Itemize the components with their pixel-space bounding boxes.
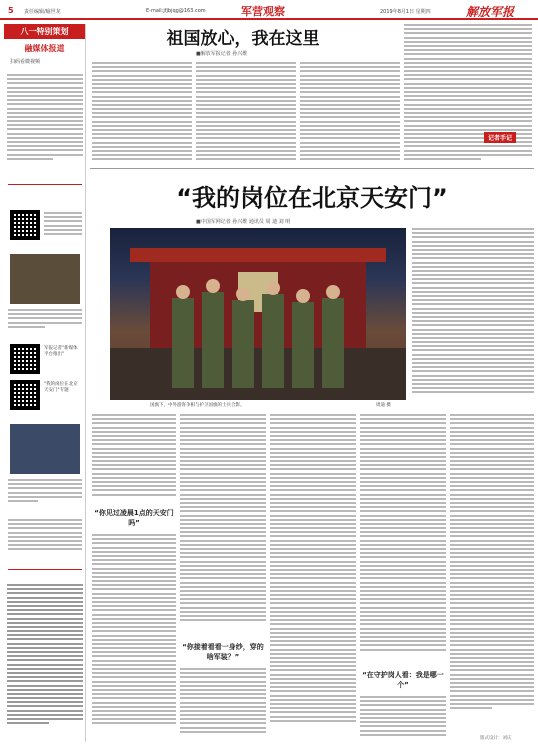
promo-text — [8, 479, 82, 507]
article2-col-4b — [360, 696, 446, 740]
qr-code-icon[interactable] — [10, 210, 40, 240]
divider — [8, 184, 82, 185]
section-editor: 责任编辑/喻世龙 — [24, 9, 61, 15]
article1-col-2 — [196, 62, 296, 164]
issue-date: 2019年8月1日 星期四 — [380, 9, 431, 15]
sidebar-text-block-1 — [7, 74, 83, 174]
email-contact: E-mail:jfjbjqg@163.com — [146, 8, 206, 14]
article2-byline: ■中国军网记者 孙兴维 通讯员 周 迪 刘 明 — [196, 219, 291, 225]
article1-headline: 祖国放心，我在这里 — [166, 29, 320, 49]
masthead-logo: 解放军报 — [466, 5, 515, 19]
article2-col-1a — [92, 414, 176, 504]
article2-right-col — [412, 228, 534, 404]
photo-caption: 国旗下，中外游客争相与护卫国旗的士兵合影。 — [150, 403, 245, 408]
sidebar-banner: 八一特别策划 — [4, 24, 85, 39]
article1-col-3 — [300, 62, 400, 164]
qr-code-icon[interactable] — [10, 380, 40, 410]
qr-caption-lines — [44, 212, 82, 242]
divider — [8, 569, 82, 570]
article2-col-3 — [270, 414, 356, 740]
article2-subhead-1: “你见过凌晨1点的天安门吗” — [94, 509, 174, 527]
article2-col-4a — [360, 414, 446, 666]
scan-label: 扫码看微视频 — [10, 59, 41, 65]
reporter-note-tag: 记者手记 — [484, 132, 516, 143]
photo-credit: 周迪 摄 — [376, 403, 391, 408]
article2-col-2a — [180, 414, 266, 638]
article2-subhead-2: “你接着看看一身纱，穿的啥军装？” — [182, 643, 264, 661]
staff-credits — [8, 519, 82, 559]
article1-col-1 — [92, 62, 192, 164]
main-photo — [110, 228, 406, 400]
qr-code-icon[interactable] — [10, 344, 40, 374]
qr-caption-2: "我的岗位在北京天安门"专题 — [44, 382, 78, 393]
promo-thumbnail[interactable] — [10, 424, 80, 474]
article2-col-2b — [180, 668, 266, 740]
promo-thumbnail[interactable] — [10, 254, 80, 304]
soldiers-at-tiananmen-image — [110, 228, 406, 400]
sidebar-subtitle: 融媒体报道 — [24, 44, 65, 53]
article2-headline: “我的岗位在北京天安门” — [176, 184, 448, 212]
layout-credit: 版式设计：刘庆 — [480, 736, 512, 741]
sidebar-text-block-2 — [7, 584, 83, 734]
article2-col-5 — [450, 414, 534, 732]
commentary-column — [404, 24, 532, 164]
section-title: 军营观察 — [241, 5, 285, 18]
qr-caption-1: 军报记者"新媒体平台推出" — [44, 346, 78, 357]
article2-col-1b — [92, 534, 176, 740]
article1-byline: ■解放军报记者 孙兴维 — [196, 51, 248, 57]
page-number: 5 — [8, 6, 14, 15]
promo-text — [8, 309, 82, 333]
sidebar — [4, 24, 86, 742]
divider — [90, 168, 534, 169]
article2-subhead-3: “在守护岗人看：我是哪一个” — [362, 671, 444, 689]
